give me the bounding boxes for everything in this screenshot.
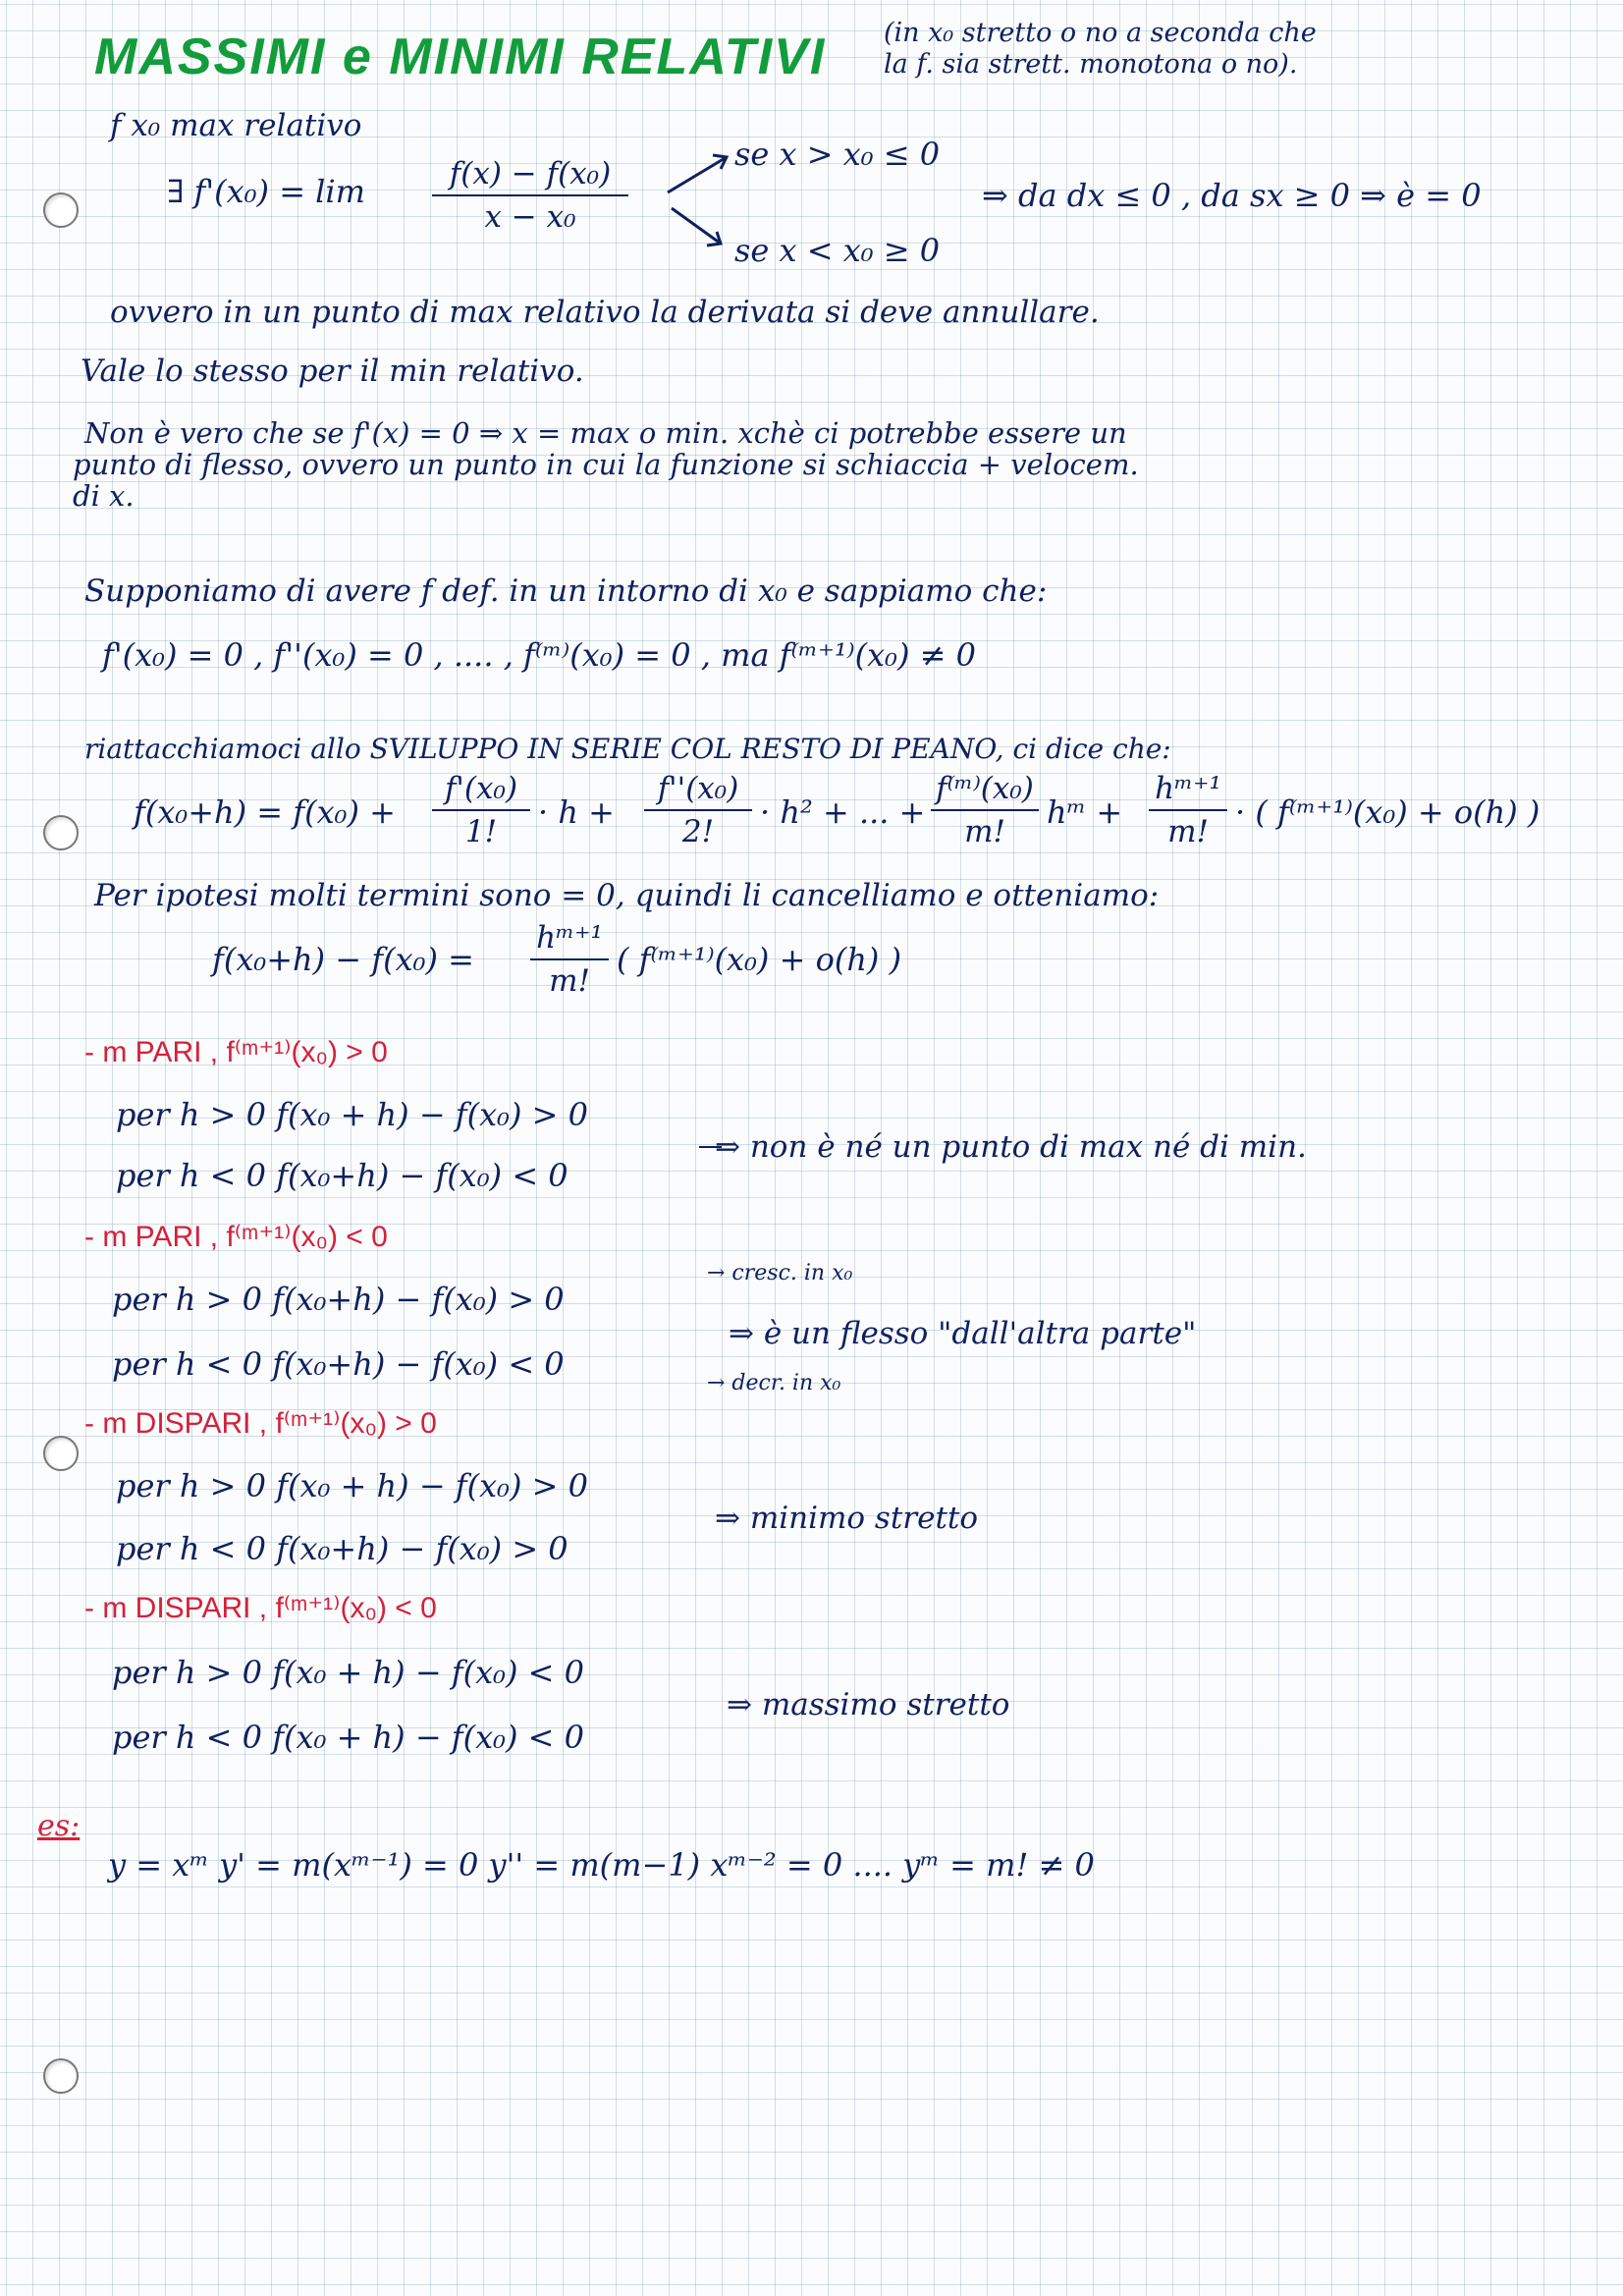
taylor-term-2-numerator: f''(x₀): [657, 771, 739, 806]
line-non-vero-2: punto di flesso, ovvero un punto in cui la funzione si schiaccia + velocem.: [73, 448, 1139, 481]
taylor-term-4-denominator: m!: [1167, 814, 1209, 849]
definition-line: f x₀ max relativo: [110, 108, 362, 143]
taylor-term-1-tail: · h +: [538, 793, 615, 831]
case-2-conclusion: ⇒ è un flesso "dall'altra parte": [729, 1316, 1197, 1351]
result-lhs: f(x₀+h) − f(x₀) =: [212, 941, 474, 978]
taylor-term-2: [644, 770, 752, 850]
taylor-term-4-tail: · ( f⁽ᵐ⁺¹⁾(x₀) + o(h) ): [1235, 793, 1541, 831]
case-3-conclusion: ⇒ minimo stretto: [715, 1501, 979, 1536]
line-ovvero: ovvero in un punto di max relativo la derivata si deve annullare.: [110, 295, 1100, 330]
taylor-term-1: [432, 770, 530, 850]
derivative-prefix: ∃ f'(x₀) = lim: [167, 173, 365, 210]
case-4-positive: per h > 0 f(x₀ + h) − f(x₀) < 0: [112, 1654, 584, 1691]
line-ipotesi: Per ipotesi molti termini sono = 0, quindi li cancelliamo e otteniamo:: [94, 878, 1160, 913]
taylor-term-3-tail: hᵐ +: [1047, 793, 1123, 831]
page-title: MASSIMI e MINIMI RELATIVI: [94, 28, 827, 85]
case-1-negative: per h < 0 f(x₀+h) − f(x₀) < 0: [116, 1157, 568, 1194]
case-2-header: - m PARI , f⁽ᵐ⁺¹⁾(x₀) < 0: [84, 1221, 388, 1253]
result-numerator: hᵐ⁺¹: [536, 920, 603, 956]
case-1-conclusion: ⇒ non è né un punto di max né di min.: [715, 1129, 1307, 1165]
case-3-header: - m DISPARI , f⁽ᵐ⁺¹⁾(x₀) > 0: [84, 1407, 437, 1440]
case-2-positive: per h > 0 f(x₀+h) − f(x₀) > 0: [112, 1281, 565, 1318]
case-4-conclusion: ⇒ massimo stretto: [727, 1687, 1010, 1722]
line-vale: Vale lo stesso per il min relativo.: [81, 354, 584, 389]
case-4-negative: per h < 0 f(x₀ + h) − f(x₀) < 0: [112, 1719, 584, 1756]
case-1-positive: per h > 0 f(x₀ + h) − f(x₀) > 0: [116, 1096, 588, 1133]
derivative-numerator: f(x) − f(x₀): [449, 156, 612, 191]
title-note-line-2: la f. sia strett. monotona o no).: [884, 49, 1298, 80]
taylor-term-3-denominator: m!: [964, 814, 1005, 849]
case-right: se x > x₀ ≤ 0: [734, 136, 941, 173]
taylor-term-2-tail: · h² + ... +: [760, 793, 926, 831]
result-fraction: [530, 919, 609, 1000]
taylor-term-3: [931, 770, 1039, 850]
derivative-denominator: x − x₀: [484, 199, 576, 235]
derivative-conclusion: ⇒ da dx ≤ 0 , da sx ≥ 0 ⇒ è = 0: [982, 177, 1482, 214]
taylor-term-1-denominator: 1!: [464, 814, 498, 849]
taylor-term-3-numerator: f⁽ᵐ⁾(x₀): [936, 771, 1034, 806]
case-2-note-increasing: → cresc. in x₀: [707, 1261, 853, 1285]
result-denominator: m!: [549, 963, 590, 999]
taylor-term-4-numerator: hᵐ⁺¹: [1155, 771, 1221, 806]
derivative-conditions: f'(x₀) = 0 , f''(x₀) = 0 , .... , f⁽ᵐ⁾(x₀) = 0 , ma f⁽ᵐ⁺¹⁾(x₀) ≠ 0: [102, 636, 976, 674]
title-note-line-1: (in x₀ stretto o no a seconda che: [884, 18, 1317, 48]
case-2-note-decreasing: → decr. in x₀: [707, 1371, 841, 1395]
result-tail: ( f⁽ᵐ⁺¹⁾(x₀) + o(h) ): [617, 941, 902, 978]
line-non-vero-3: di x.: [73, 479, 135, 513]
line-supponiamo: Supponiamo di avere f def. in un intorno di x₀ e sappiamo che:: [84, 574, 1048, 609]
case-1-header: - m PARI , f⁽ᵐ⁺¹⁾(x₀) > 0: [84, 1036, 388, 1068]
case-left: se x < x₀ ≥ 0: [734, 232, 941, 269]
case-3-positive: per h > 0 f(x₀ + h) − f(x₀) > 0: [116, 1467, 588, 1504]
line-riattacchiamoci: riattacchiamoci allo SVILUPPO IN SERIE COL RESTO DI PEANO, ci dice che:: [84, 733, 1171, 765]
case-2-negative: per h < 0 f(x₀+h) − f(x₀) < 0: [112, 1345, 565, 1383]
taylor-lhs: f(x₀+h) = f(x₀) +: [134, 793, 396, 831]
line-non-vero-1: Non è vero che se f'(x) = 0 ⇒ x = max o min. xchè ci potrebbe essere un: [84, 416, 1127, 450]
example-line: y = xᵐ y' = m(xᵐ⁻¹) = 0 y'' = m(m−1) xᵐ⁻² = 0 .... yᵐ = m! ≠ 0: [108, 1846, 1095, 1884]
taylor-term-2-denominator: 2!: [681, 814, 715, 849]
taylor-term-4: [1149, 770, 1227, 850]
case-3-negative: per h < 0 f(x₀+h) − f(x₀) > 0: [116, 1530, 568, 1567]
taylor-term-1-numerator: f'(x₀): [444, 771, 518, 806]
case-4-header: - m DISPARI , f⁽ᵐ⁺¹⁾(x₀) < 0: [84, 1592, 437, 1624]
example-label: es:: [37, 1809, 81, 1843]
